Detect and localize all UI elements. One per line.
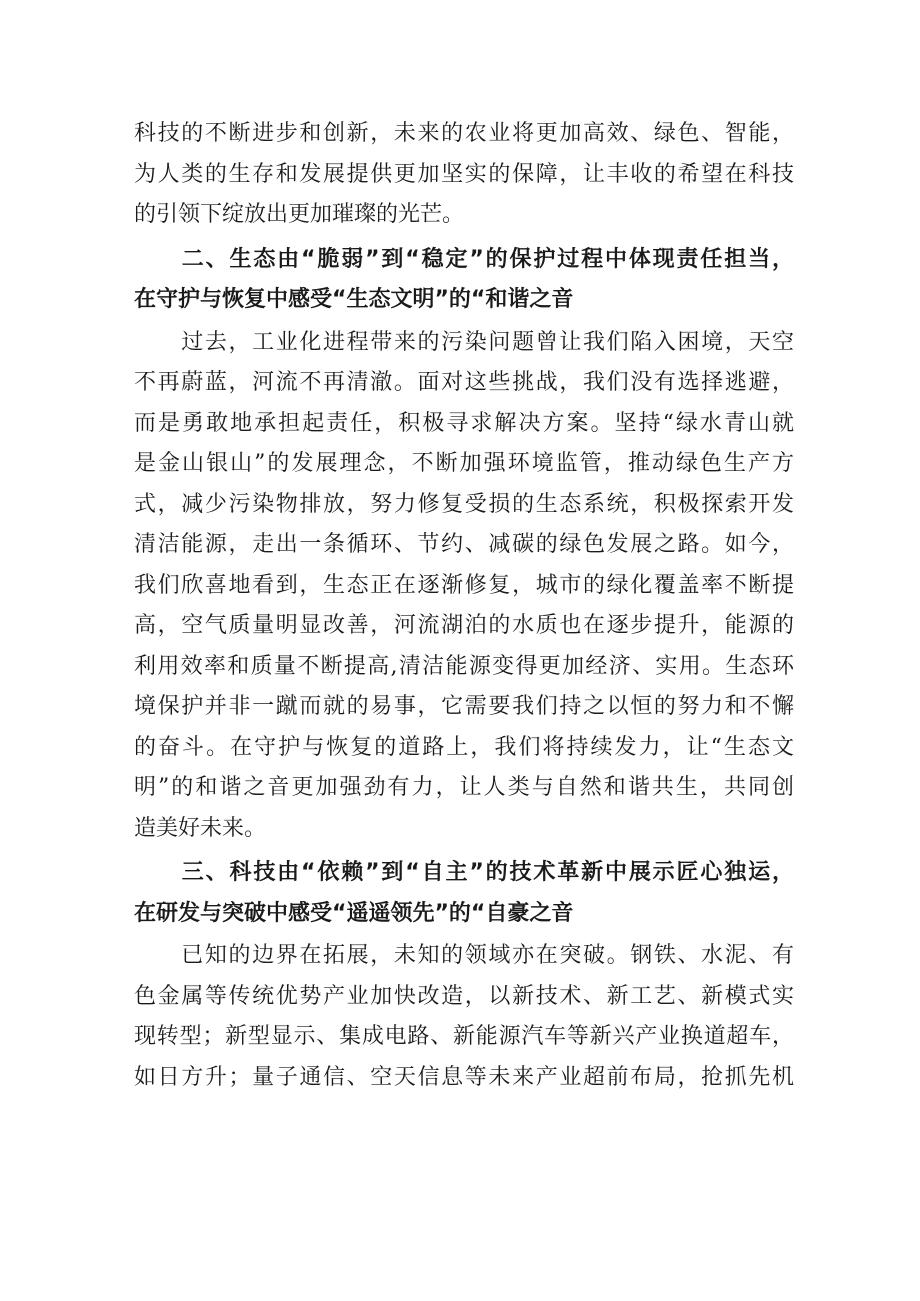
text-line: 的引领下绽放出更加璀璨的光芒。 [134,202,465,227]
text-line: 已知的边界在拓展，未知的领域亦在突破。钢铁、水泥、有 [134,943,794,968]
text-line: 科技的不断进步和创新，未来的农业将更加高效、绿色、智能， [134,121,794,146]
section-three-heading [134,853,794,934]
section-two-paragraph [134,323,794,850]
text-line: 高，空气质量明显改善，河流湖泊的水质也在逐步提升，能源的 [134,613,794,638]
intro-paragraph [134,114,794,236]
text-line: 色金属等传统优势产业加快改造，以新技术、新工艺、新模式实 [134,983,794,1009]
heading-line: 三、科技由“依赖”到“自主”的技术革新中展示匠心独运， [134,860,794,885]
text-line: 过去，工业化进程带来的污染问题曾让我们陷入困境，天空 [134,329,794,355]
text-line: 的奋斗。在守护与恢复的道路上，我们将持续发力，让“生态文 [134,734,794,760]
text-line: 而是勇敢地承担起责任，积极寻求解决方案。坚持“绿水青山就 [134,410,794,436]
text-line: 是金山银山”的发展理念，不断加强环境监管，推动绿色生产方 [134,451,794,476]
heading-line: 二、生态由“脆弱”到“稳定”的保护过程中体现责任担当， [134,246,794,272]
text-line: 我们欣喜地看到，生态正在逐渐修复，城市的绿化覆盖率不断提 [134,572,794,598]
text-line: 境保护并非一蹴而就的易事，它需要我们持之以恒的努力和不懈 [134,694,794,719]
text-line: 明”的和谐之音更加强劲有力，让人类与自然和谐共生，共同创 [134,775,794,800]
text-line: 不再蔚蓝，河流不再清澈。面对这些挑战，我们没有选择逃避， [134,370,794,395]
section-three-paragraph [134,936,794,1098]
text-line: 利用效率和质量不断提高,清洁能源变得更加经济、实用。生态环 [134,653,794,679]
heading-line: 在研发与突破中感受“遥遥领先”的“自豪之音 [134,900,574,926]
text-line: 为人类的生存和发展提供更加坚实的保障，让丰收的希望在科技 [134,161,794,187]
text-line: 式，减少污染物排放，努力修复受损的生态系统，积极探索开发 [134,491,794,517]
text-line: 现转型；新型显示、集成电路、新能源汽车等新兴产业换道超车， [134,1024,794,1049]
text-line: 清洁能源，走出一条循环、节约、减碳的绿色发展之路。如今， [134,532,794,557]
text-line: 如日方升；量子通信、空天信息等未来产业超前布局，抢抓先机 [134,1064,794,1090]
document-page [134,114,794,1098]
text-line: 造美好未来。 [134,815,267,841]
heading-line: 在守护与恢复中感受“生态文明”的“和谐之音 [134,287,574,312]
section-two-heading [134,240,794,321]
